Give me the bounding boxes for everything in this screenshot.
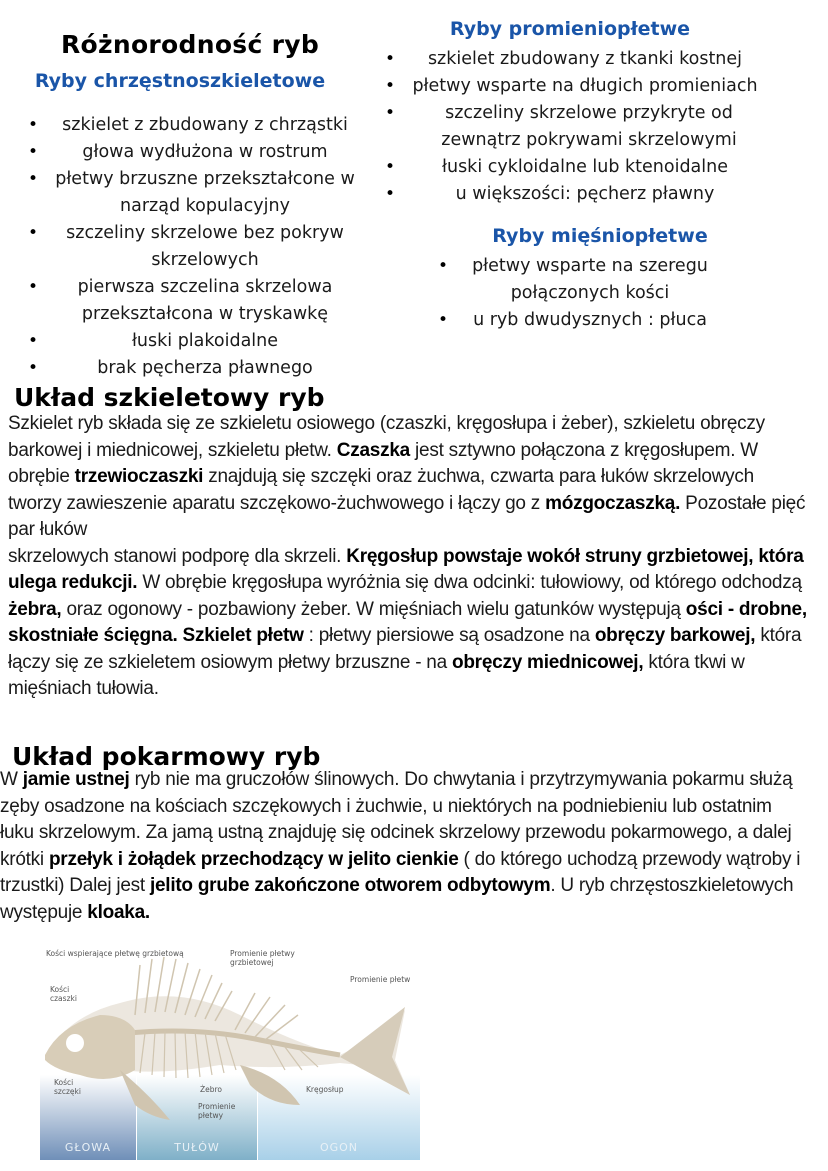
bold-term: Czaszka xyxy=(336,439,410,461)
list-item: • brak pęcherza pławnego xyxy=(0,355,380,382)
list-item: • łuski plakoidalne xyxy=(0,328,380,355)
bullet-icon: • xyxy=(28,223,39,243)
list-item: • u ryb dwudysznych : płuca xyxy=(420,307,770,334)
heading-cartilaginous: Ryby chrzęstnoszkieletowe xyxy=(34,70,326,92)
region-trunk: TUŁÓW xyxy=(174,1141,220,1154)
heading-digestive-system: Układ pokarmowy ryb xyxy=(12,742,321,771)
region-head: GŁOWA xyxy=(64,1141,112,1154)
bullet-icon: • xyxy=(28,331,39,351)
text-run: która łączy się ze szkieletem osiowym płetwy brzuszne - na xyxy=(8,625,802,673)
bold-term: trzewioczaszki xyxy=(74,466,204,487)
text-run: ryb nie ma gruczołów ślinowych. Do chwytania i przytrzymywania pokarmu służą zęby osadzone na kościach szczękowych i żuchwie, u niektórych na podniebieniu lub ostatnim łuku skrzelowym. Za jamą ustną znajduję się odcinek skrzelowy przewodu pokarmowego, a dalej krótki xyxy=(0,769,793,870)
heading-skeletal-system: Układ szkieletowy ryb xyxy=(14,383,325,412)
bullet-icon: • xyxy=(28,277,39,297)
text-run: Pozostałe pięć par łuków xyxy=(8,492,806,540)
list-item: • płetwy brzuszne przekształcone w narząd kopulacyjny xyxy=(0,166,380,220)
list-item: • płetwy wsparte na szeregu połączonych kości xyxy=(420,253,770,307)
bold-term: mózgoczaszką. xyxy=(545,492,681,514)
bullet-icon: • xyxy=(385,76,396,96)
text-run: jest sztywno połączona z kręgosłupem. W obrębie xyxy=(8,439,758,487)
bold-term: Kręgosłup powstaje wokół struny grzbietowej, która ulega redukcji. xyxy=(8,545,804,593)
list-item: • łuski cykloidalne lub ktenoidalne xyxy=(380,154,828,181)
list-item: • szkielet z zbudowany z chrząstki xyxy=(0,112,380,139)
list-item: • szkielet zbudowany z tkanki kostnej xyxy=(380,46,828,73)
label-rib: Żebro xyxy=(200,1085,223,1094)
text-run: oraz ogonowy - pozbawiony żeber. W mięśniach wielu gatunków występują xyxy=(61,598,686,620)
bullet-icon: • xyxy=(438,256,449,276)
label-skull: Kości czaszki xyxy=(50,985,77,1003)
text-run: znajdują się szczęki oraz żuchwa, czwarta para łuków skrzelowych tworzy zawieszenie aparatu szczękowo-żuchwowego i łączy go z xyxy=(8,466,754,514)
text-run: skrzelowych stanowi podporę dla skrzeli. xyxy=(8,545,347,567)
bold-term: kloaka. xyxy=(87,901,150,923)
text-run: W xyxy=(0,769,23,790)
list-lobe-finned xyxy=(420,253,770,334)
bullet-icon: • xyxy=(385,184,396,204)
bullet-icon: • xyxy=(385,157,396,177)
fish-skeleton-figure xyxy=(40,945,420,1160)
label-fin-rays-top: Promienie płetw xyxy=(350,975,411,984)
list-ray-finned xyxy=(380,46,828,208)
digestive-system-paragraph xyxy=(0,767,810,926)
bold-term: obręczy barkowej, xyxy=(594,625,756,646)
bullet-icon: • xyxy=(28,169,39,189)
text-run: : płetwy piersiowe są osadzone na xyxy=(303,625,595,646)
list-item: • szczeliny skrzelowe bez pokryw skrzelowych xyxy=(0,220,380,274)
list-item: • pierwsza szczelina skrzelowa przekształcona w tryskawkę xyxy=(0,274,380,328)
bold-term: jelito grube zakończone otworem odbytowym xyxy=(149,875,551,896)
label-dorsal-support: Kości wspierające płetwę grzbietową xyxy=(46,949,184,958)
list-item: • szczeliny skrzelowe przykryte od zewnątrz pokrywami skrzelowymi xyxy=(380,100,828,154)
text-run: ( do którego uchodzą przewody wątroby i trzustki) Dalej jest xyxy=(0,848,801,896)
bullet-icon: • xyxy=(28,358,39,378)
region-tail: OGON xyxy=(319,1141,359,1154)
label-dorsal-rays: Promienie płetwy grzbietowej xyxy=(230,949,295,967)
list-cartilaginous xyxy=(0,112,380,382)
list-item: • głowa wydłużona w rostrum xyxy=(0,139,380,166)
bold-term: obręczy miednicowej, xyxy=(451,651,644,673)
bold-term: żebra, xyxy=(8,598,62,620)
page-title: Różnorodność ryb xyxy=(60,30,320,59)
list-item: • u większości: pęcherz pławny xyxy=(380,181,828,208)
text-run: Szkielet ryb składa się ze szkieletu osiowego (czaszki, kręgosłupa i żeber), szkieletu obręczy barkowej i miednicowej, szkieletu płetw. xyxy=(8,413,765,461)
skeletal-system-paragraph xyxy=(8,411,808,703)
bullet-icon: • xyxy=(28,115,39,135)
label-fin-rays-bottom: Promienie płetwy xyxy=(198,1102,236,1120)
heading-lobe-finned: Ryby mięśniopłetwe xyxy=(492,225,708,247)
list-item: • płetwy wsparte na długich promieniach xyxy=(380,73,828,100)
bullet-icon: • xyxy=(438,310,449,330)
heading-ray-finned: Ryby promieniopłetwe xyxy=(449,18,691,40)
bullet-icon: • xyxy=(385,103,396,123)
text-run: W obrębie kręgosłupa wyróżnia się dwa odcinki: tułowiowy, od którego odchodzą xyxy=(137,572,802,593)
text-run: która tkwi w mięśniach tułowia. xyxy=(8,651,745,699)
label-spine: Kręgosłup xyxy=(306,1085,344,1094)
bullet-icon: • xyxy=(28,142,39,162)
bullet-icon: • xyxy=(385,49,396,69)
bold-term: jamie ustnej xyxy=(22,769,130,790)
label-jaw: Kości szczęki xyxy=(54,1078,81,1096)
bold-term: ości - drobne, skostniałe ścięgna. Szkielet płetw xyxy=(8,598,807,646)
text-run: . U ryb chrzęstoszkieletowych występuje xyxy=(0,875,794,923)
bold-term: przełyk i żołądek przechodzący w jelito cienkie xyxy=(48,848,459,870)
